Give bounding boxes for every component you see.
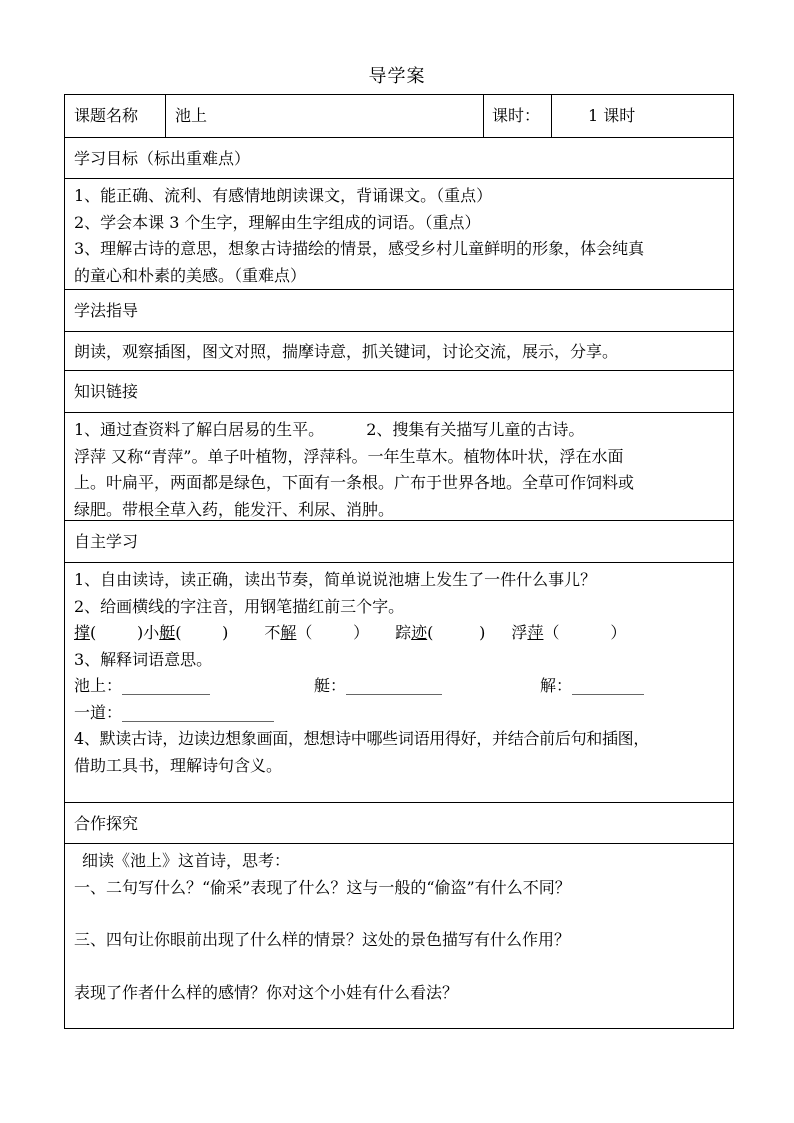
- explore-question-3: 表现了作者什么样的感情？你对这个小娃有什么看法？: [74, 982, 459, 1002]
- underlined-char: 撑: [74, 623, 91, 642]
- self-study-heading-row: [65, 520, 733, 562]
- question-4: 4、默读古诗，边读边想象画面，想想诗中哪些词语用得好，并结合前后句和插图，: [74, 729, 650, 748]
- knowledge-line: 绿肥。带根全草入药，能发汗、利尿、消肿。: [74, 499, 395, 519]
- self-study-body-row: [65, 562, 733, 802]
- period-label: 课时：: [483, 95, 551, 137]
- explore-intro: 细读《池上》这首诗，思考：: [82, 851, 291, 870]
- word-yidao: 一道：___________________: [74, 702, 275, 722]
- pinyin-blank: （ ）: [543, 623, 627, 642]
- knowledge-body-row: [65, 412, 733, 520]
- goals-heading: 学习目标（标出重难点）: [74, 149, 251, 168]
- word-row: [74, 673, 725, 700]
- method-body-row: [65, 331, 733, 370]
- pinyin-prefix: 浮: [511, 623, 528, 642]
- underlined-char: 萍: [527, 623, 544, 642]
- method-text: 朗读，观察插图，图文对照，揣摩诗意，抓关键词，讨论交流，展示，分享。: [74, 342, 619, 361]
- pinyin-prefix: 不: [264, 623, 281, 642]
- goal-item: 2、学会本课 3 个生字，理解由生字组成的词语。（重点）: [74, 212, 481, 232]
- question-4-cont: 借助工具书，理解诗句含义。: [74, 755, 283, 775]
- period-value: 1 课时: [551, 95, 735, 137]
- knowledge-text: [65, 413, 733, 523]
- pinyin-blank: （ ）: [296, 623, 370, 642]
- topic-value: 池上: [165, 95, 549, 137]
- explore-heading-row: [65, 802, 733, 843]
- word-ting: 艇：____________: [314, 676, 443, 695]
- worksheet-table: [64, 94, 734, 1029]
- word-chishang: 池上：___________: [74, 676, 211, 695]
- page-title: 导学案: [368, 66, 426, 87]
- self-study-heading: 自主学习: [74, 532, 139, 551]
- explore-body-row: [65, 843, 733, 1029]
- goals-heading-row: [65, 137, 733, 178]
- goals-body-row: [65, 178, 733, 289]
- goals-list: [65, 179, 733, 289]
- pinyin-blank: ( ): [175, 623, 229, 642]
- knowledge-item-2: 2、搜集有关描写儿童的古诗。: [366, 420, 585, 439]
- pinyin-prefix: 踪: [395, 623, 412, 642]
- explore-question-2: 三、四句让你眼前出现了什么样的情景？这处的景色描写有什么作用？: [74, 930, 571, 949]
- knowledge-item-1: 1、通过查资料了解白居易的生平。: [74, 420, 325, 439]
- pinyin-blank: ( )小: [90, 623, 160, 642]
- topic-label: 课题名称: [74, 106, 139, 125]
- word-jie: 解：_________: [540, 676, 645, 695]
- goal-item: 1、能正确、流利、有感情地朗读课文，背诵课文。（重点）: [74, 186, 493, 205]
- explore-heading: 合作探究: [74, 814, 139, 833]
- pinyin-row: [74, 620, 725, 647]
- knowledge-heading-row: [65, 370, 733, 412]
- method-heading-row: [65, 289, 733, 331]
- knowledge-line: 上。叶扁平，两面都是绿色，下面有一条根。广布于世界各地。全草可作饲料或: [74, 473, 635, 492]
- underlined-char: 解: [280, 623, 297, 642]
- method-heading: 学法指导: [74, 301, 139, 320]
- goal-item: 的童心和朴素的美感。（重难点）: [74, 265, 307, 285]
- question-3: 3、解释词语意思。: [74, 649, 213, 669]
- question-1: 1、自由读诗，读正确，读出节奏，简单说说池塘上发生了一件什么事儿？: [74, 570, 597, 589]
- goal-item: 3、理解古诗的意思，想象古诗描绘的情景，感受乡村儿童鲜明的形象，体会纯真: [74, 239, 645, 258]
- knowledge-heading: 知识链接: [74, 382, 139, 401]
- knowledge-line: 浮萍 又称“青萍”。单子叶植物，浮萍科。一年生草木。植物体叶状，浮在水面: [74, 446, 624, 466]
- knowledge-line: [74, 417, 725, 444]
- question-2: 2、给画横线的字注音，用钢笔描红前三个字。: [74, 596, 405, 616]
- pinyin-blank: ( ): [427, 623, 486, 642]
- explore-text: [65, 844, 733, 1006]
- underlined-char: 迹: [411, 623, 428, 642]
- self-study-text: [65, 563, 733, 779]
- explore-question-1: 一、二句写什么？“偷采”表现了什么？这与一般的“偷盗”有什么不同？: [74, 877, 571, 897]
- underlined-char: 艇: [159, 623, 176, 642]
- header-row: [65, 95, 733, 137]
